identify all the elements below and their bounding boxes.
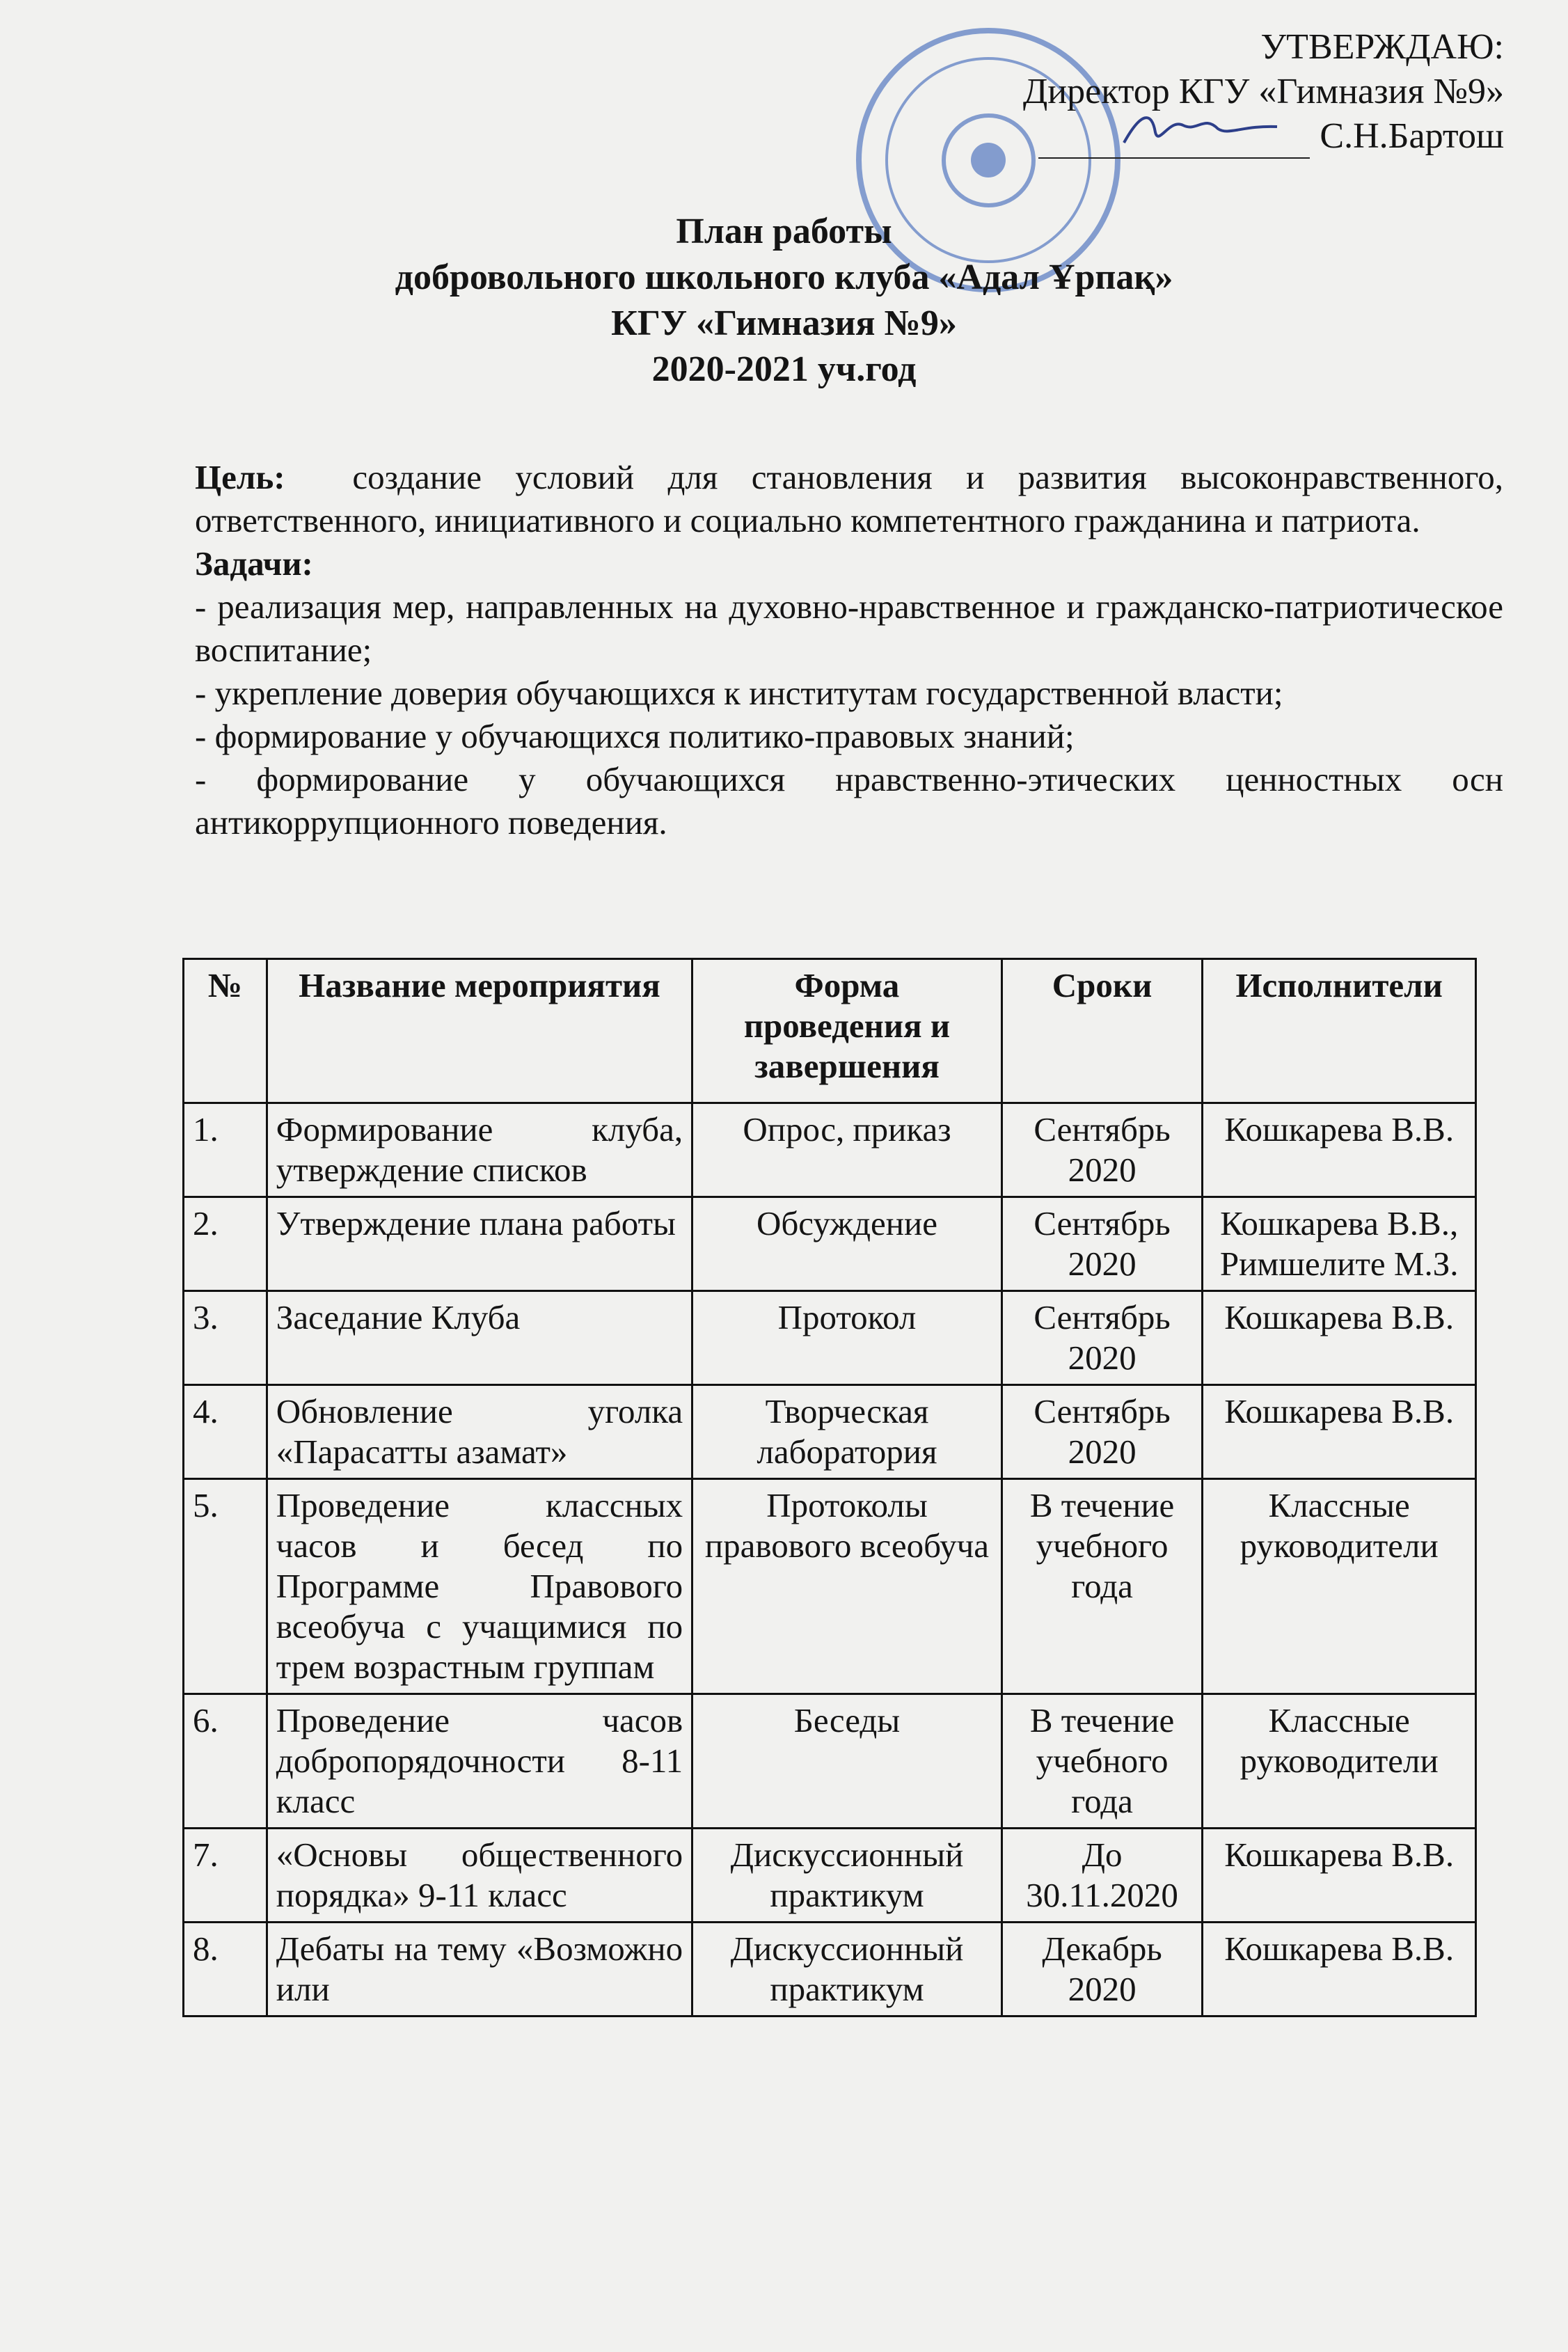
- row-event-name: Проведение классных часов и бесед по Программе Правового всеобуча с учащимися по трем возрастным группам: [267, 1479, 692, 1694]
- table-row: [184, 1385, 1476, 1479]
- row-number: 4.: [184, 1385, 267, 1479]
- title-line-2: добровольного школьного клуба «Адал Ұрпақ»: [395, 258, 1173, 297]
- goals-section: [195, 456, 1503, 844]
- row-event-name: «Основы общественного порядка» 9-11 класс: [267, 1829, 692, 1923]
- task-item: - формирование у обучающихся нравственно-этических ценностных осн антикоррупционного поведения.: [195, 760, 1503, 842]
- row-dates: До 30.11.2020: [1001, 1829, 1202, 1923]
- row-form: Дискуссионный практикум: [692, 1923, 1002, 2016]
- row-dates: Сентябрь 2020: [1001, 1103, 1202, 1197]
- row-number: 1.: [184, 1103, 267, 1197]
- approval-position: Директор КГУ «Гимназия №9»: [1022, 72, 1504, 111]
- row-event-name: Формирование клуба, утверждение списков: [267, 1103, 692, 1197]
- row-form: Дискуссионный практикум: [692, 1829, 1002, 1923]
- header-event-name: Название мероприятия: [267, 959, 692, 1103]
- goal-text: создание условий для становления и развития высоконравственного, ответственного, инициативного и социально компетентного гражданина и патриота.: [195, 458, 1503, 539]
- table-row: [184, 1829, 1476, 1923]
- row-dates: Сентябрь 2020: [1001, 1291, 1202, 1385]
- title-line-3: КГУ «Гимназия №9»: [611, 303, 957, 343]
- row-number: 5.: [184, 1479, 267, 1694]
- row-executors: Кошкарева В.В.: [1203, 1829, 1476, 1923]
- row-executors: Кошкарева В.В.: [1203, 1291, 1476, 1385]
- header-number: №: [184, 959, 267, 1103]
- row-executors: Кошкарева В.В.: [1203, 1923, 1476, 2016]
- tasks-label-row: [195, 542, 1503, 585]
- row-dates: В течение учебного года: [1001, 1479, 1202, 1694]
- title-line-1: План работы: [676, 212, 892, 251]
- row-dates: Декабрь 2020: [1001, 1923, 1202, 2016]
- row-form: Протоколы правового всеобуча: [692, 1479, 1002, 1694]
- table-row: [184, 1291, 1476, 1385]
- row-event-name: Утверждение плана работы: [267, 1197, 692, 1291]
- row-number: 7.: [184, 1829, 267, 1923]
- task-item: - формирование у обучающихся политико-правовых знаний;: [195, 717, 1075, 755]
- state-emblem-icon: [942, 113, 1036, 207]
- row-form: Беседы: [692, 1694, 1002, 1829]
- approval-block: [1023, 25, 1504, 159]
- row-form: Творческая лаборатория: [692, 1385, 1002, 1479]
- table-row: [184, 1694, 1476, 1829]
- approval-label: УТВЕРЖДАЮ:: [1260, 27, 1504, 67]
- row-dates: Сентябрь 2020: [1001, 1197, 1202, 1291]
- page-title: [0, 209, 1568, 393]
- table-row: [184, 1103, 1476, 1197]
- header-executors: Исполнители: [1203, 959, 1476, 1103]
- row-form: Опрос, приказ: [692, 1103, 1002, 1197]
- table-header-row: [184, 959, 1476, 1103]
- row-event-name: Заседание Клуба: [267, 1291, 692, 1385]
- row-executors: Кошкарева В.В.: [1203, 1385, 1476, 1479]
- row-event-name: Проведение часов добропорядочности 8-11 класс: [267, 1694, 692, 1829]
- table-row: [184, 1479, 1476, 1694]
- table-row: [184, 1923, 1476, 2016]
- row-executors: Кошкарева В.В., Римшелите М.З.: [1203, 1197, 1476, 1291]
- header-form: Форма проведения и завершения: [692, 959, 1002, 1103]
- row-executors: Кошкарева В.В.: [1203, 1103, 1476, 1197]
- row-dates: В течение учебного года: [1001, 1694, 1202, 1829]
- row-number: 3.: [184, 1291, 267, 1385]
- row-event-name: Дебаты на тему «Возможно или: [267, 1923, 692, 2016]
- row-number: 6.: [184, 1694, 267, 1829]
- row-number: 8.: [184, 1923, 267, 2016]
- task-item: - укрепление доверия обучающихся к институтам государственной власти;: [195, 674, 1283, 712]
- table-row: [184, 1197, 1476, 1291]
- title-line-4: 2020-2021 уч.год: [651, 349, 917, 389]
- row-number: 2.: [184, 1197, 267, 1291]
- plan-table: [182, 958, 1477, 2017]
- row-form: Обсуждение: [692, 1197, 1002, 1291]
- task-item: - реализация мер, направленных на духовно-нравственное и гражданско-патриотическое воспитание;: [195, 587, 1503, 669]
- header-dates: Сроки: [1001, 959, 1202, 1103]
- signature-line: [1038, 129, 1310, 159]
- row-executors: Классные руководители: [1203, 1479, 1476, 1694]
- goal-paragraph: [195, 456, 1503, 542]
- tasks-label: Задачи:: [195, 544, 313, 583]
- row-event-name: Обновление уголка «Парасатты азамат»: [267, 1385, 692, 1479]
- approval-name: С.Н.Бартош: [1320, 116, 1504, 156]
- row-form: Протокол: [692, 1291, 1002, 1385]
- row-dates: Сентябрь 2020: [1001, 1385, 1202, 1479]
- goal-label: Цель:: [195, 458, 285, 496]
- row-executors: Классные руководители: [1203, 1694, 1476, 1829]
